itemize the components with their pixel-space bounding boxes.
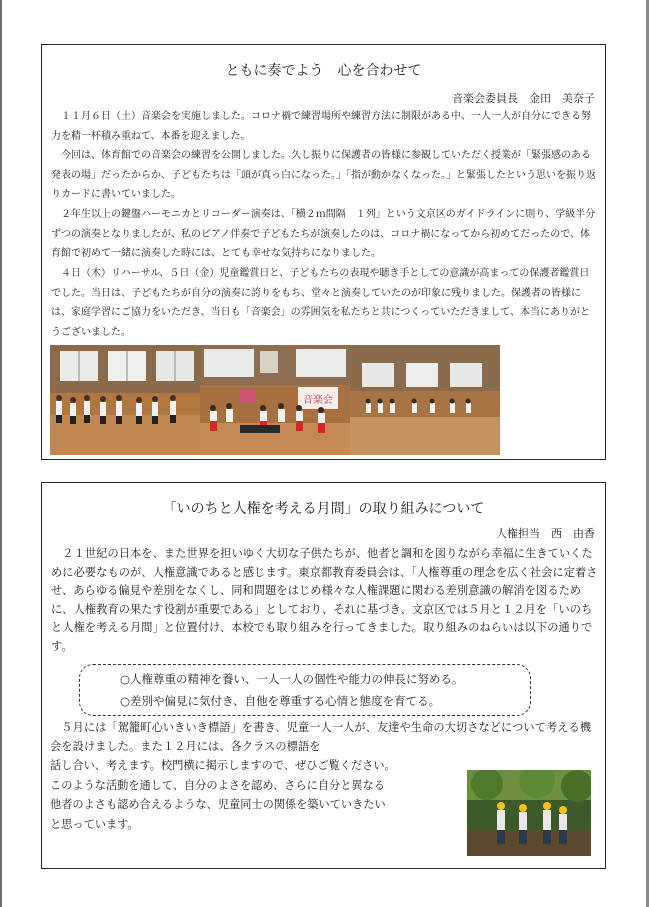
article-title: 「いのちと人権を考える月間」の取り組みについて xyxy=(162,501,485,517)
concert-photo-2 xyxy=(200,345,350,455)
text-line: と思っています。 xyxy=(50,817,139,831)
goal-item: ○人権尊重の精神を養い、一人一人の個性や能力の伸長に努める。 xyxy=(120,672,464,686)
concert-sign-text: 音楽会 xyxy=(303,395,333,406)
text-line: このような活動を通して、自分のよさを認め、さらに自分と異なる xyxy=(50,778,385,792)
goal-item: ○差別や偏見に気付き、自他を尊重する心情と態度を育てる。 xyxy=(120,694,441,708)
page-edge-left xyxy=(0,0,2,907)
article-title: ともに奏でよう 心を合わせて xyxy=(225,63,422,79)
paragraph-2: ５月には「駕籠町心いきいき標語」を書き、児童一人一人が、友達や生命の大切さなどについて考える機会を設けました。また１２月には、各クラスの標語を xyxy=(50,721,592,753)
paragraph-1: １１月６日（土）音楽会を実施しました。コロナ禍で練習場所や練習方法に制限がある中、一人一人が自分にできる努力を精一杯積み重ねて、本番を迎えました。 xyxy=(51,111,591,142)
text-line: 他者のよさも認め合えるような、児童同士の関係を築いていきたい xyxy=(50,798,386,811)
music-concert-article xyxy=(41,44,606,460)
concert-photo-1 xyxy=(50,345,200,455)
goals-box xyxy=(79,664,531,716)
article-author: 人権担当 西 由香 xyxy=(496,527,595,540)
concert-photo-3 xyxy=(350,345,500,455)
garden-photo xyxy=(467,770,591,856)
article-author: 音楽会委員長 金田 美奈子 xyxy=(452,92,595,105)
paragraph-2-continued xyxy=(50,756,470,834)
paragraph-4: ４日（木）リハーサル、５日（金）児童鑑賞日と、子どもたちの表現や聴き手としての意識が高まっての保護者鑑賞日でした。当日は、子どもたちが自分の演奏に誇りをもち、堂々と演奏していたのが印象に残りました。保護者の皆様には、家庭学習にご協力をいただき、当日も「音楽会」の雰囲気を私たちと共につくっていただきまして、本当にありがとうございました。 xyxy=(51,268,590,338)
paragraph-3: ２年生以上の鍵盤ハーモニカとリコーダー演奏は、「横２ｍ間隔 １列」という文京区のガイドラインに則り、学級半分ずつの演奏となりましたが、私のピアノ伴奏で子どもたちが演奏したのは、コロナ禍になってから初めてだったので、体育館で初めて一緒に演奏した時には、とても幸せな気持ちになりました。 xyxy=(51,209,596,259)
text-line: 話し合い、考えます。校門横に掲示しますので、ぜひご覧ください。 xyxy=(50,759,396,772)
paragraph-1: ２１世紀の日本を、また世界を担いゆく大切な子供たちが、他者と調和を図りながら幸福に生きていくために必要なものが、人権意識であると感じます。東京都教育委員会は、「人権尊重の理念を広く社会に定着させ、あらゆる偏見や差別をなくし、同和問題をはじめ様々な人権課題に関わる差別意識の解消を図るために、人権教育の果たす役割が重要である」としており、それに基づき、文京区では５月と１２月を「いのちと人権を考える月間」と位置付け、本校でも取り組みを行ってきました。取り組みのねらいは以下の通りです。 xyxy=(51,547,598,653)
paragraph-2: 今回は、体育館での音楽会の練習を公開しました。久し振りに保護者の皆様に参観していただく授業が「緊張感のある発表の場」だったからか、子どもたちは「頭が真っ白になった。」「指が動かなくなった。」と緊張したという思いを振り返りカードに書いていました。 xyxy=(51,150,596,200)
